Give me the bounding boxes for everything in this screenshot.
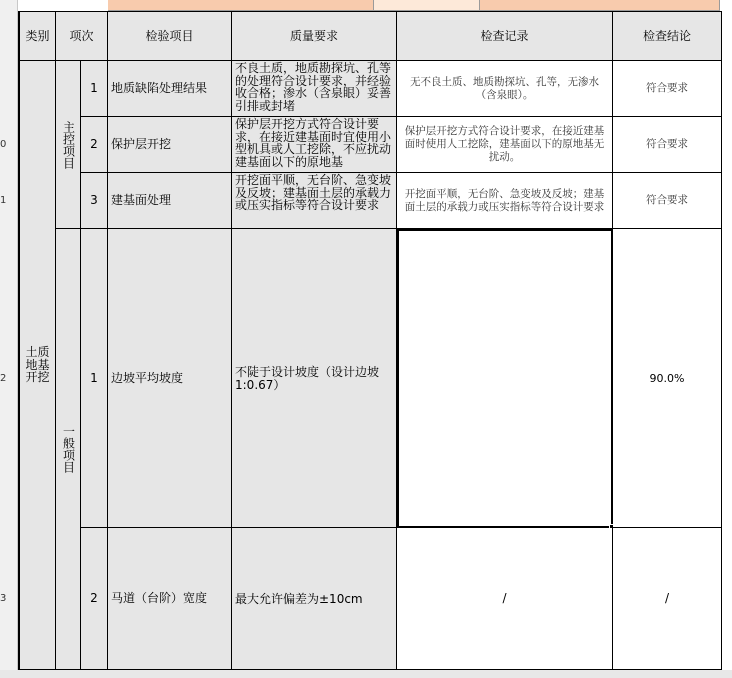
header-inspection-item: 检验项目 [108,12,232,61]
header-record: 检查记录 [397,12,613,61]
conclusion-cell[interactable]: 符合要求 [613,173,722,229]
top-banner-left [108,0,374,11]
conclusion-cell[interactable]: / [613,528,722,670]
row-number[interactable]: 2 [0,373,7,384]
conclusion-cell[interactable]: 90.0% [613,229,722,528]
row-header-column [0,0,18,678]
top-banner-mid [374,0,480,11]
row-number[interactable]: 1 [0,195,7,206]
row-number[interactable]: 0 [0,139,7,150]
inspection-item-cell: 建基面处理 [108,173,232,229]
inspection-item-cell: 边坡平均坡度 [108,229,232,528]
inspection-item-cell: 保护层开挖 [108,117,232,173]
quality-requirement-cell: 不陡于设计坡度（设计边坡1:0.67） [232,229,397,528]
header-conclusion: 检查结论 [613,12,722,61]
category-cell [20,61,56,670]
conclusion-cell[interactable]: 符合要求 [613,61,722,117]
group-main-control [56,61,81,229]
row-no: 1 [81,229,108,528]
row-number[interactable]: 3 [0,593,7,604]
quality-requirement-cell: 最大允许偏差为±10cm [232,528,397,670]
record-cell[interactable]: / [397,528,613,670]
sheet-bottom-strip [0,670,732,678]
row-no: 2 [81,528,108,670]
category-label: 土质地基开挖 [25,345,50,385]
header-quality-requirement: 质量要求 [232,12,397,61]
record-cell[interactable]: 保护层开挖方式符合设计要求，在接近建基面时使用人工挖除，建基面以下的原地基无扰动。 [397,117,613,173]
row-no: 3 [81,173,108,229]
group-main-label: 主控项目 [61,120,76,169]
quality-requirement-cell: 开挖面平顺，无台阶、急变坡及反坡；建基面土层的承载力或压实指标等符合设计要求 [232,173,397,229]
inspection-item-cell: 马道（台阶）宽度 [108,528,232,670]
group-general-label: 一般项目 [61,425,76,473]
quality-requirement-cell: 保护层开挖方式符合设计要求，在接近建基面时宜使用小型机具或人工挖除，不应扰动建基面以下的原地基 [232,117,397,173]
row-no: 2 [81,117,108,173]
top-banner-right [480,0,720,11]
group-general [56,229,81,670]
quality-requirement-cell: 不良土质，地质勘探坑、孔等的处理符合设计要求，并经验收合格；渗水（含泉眼）妥善引排或封堵 [232,61,397,117]
row-no: 1 [81,61,108,117]
conclusion-cell[interactable]: 符合要求 [613,117,722,173]
header-item-no: 项次 [56,12,108,61]
record-cell[interactable]: 开挖面平顺，无台阶、急变坡及反坡；建基面土层的承载力或压实指标等符合设计要求 [397,173,613,229]
record-cell[interactable]: 无不良土质、地质勘探坑、孔等，无渗水（含泉眼）。 [397,61,613,117]
record-cell-selected[interactable] [397,229,613,528]
header-category: 类别 [20,12,56,61]
inspection-item-cell: 地质缺陷处理结果 [108,61,232,117]
